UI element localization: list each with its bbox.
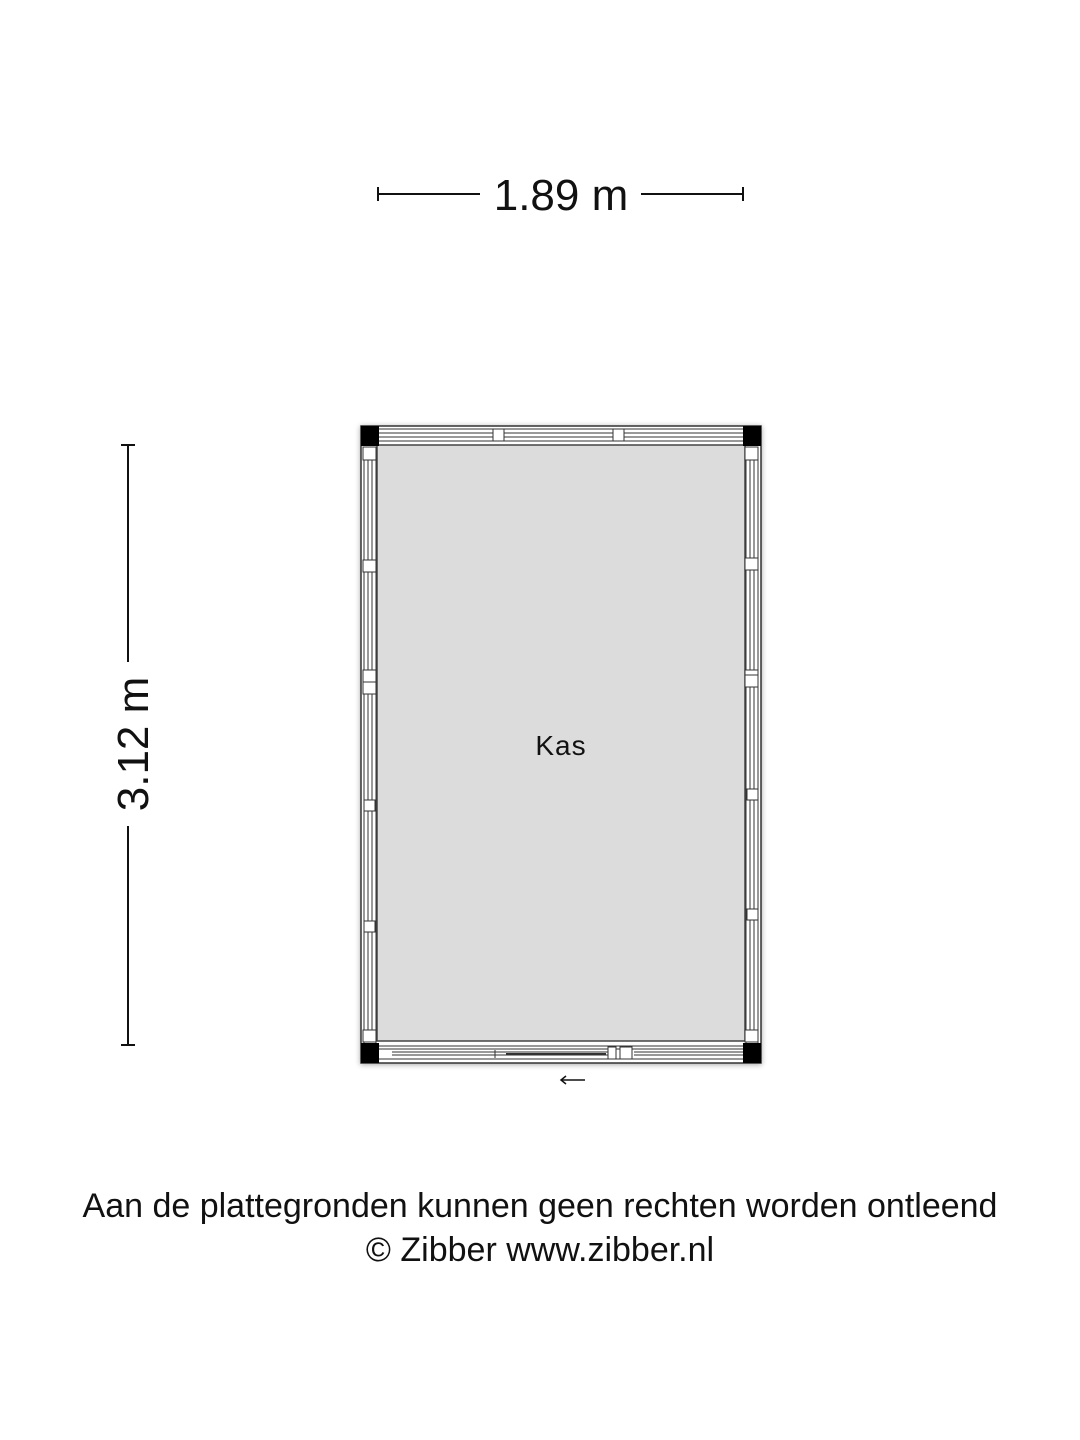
door-arrow-icon — [561, 1076, 585, 1084]
disclaimer-text: Aan de plattegronden kunnen geen rechten worden ontleend — [82, 1187, 998, 1225]
width-label: 1.89 m — [493, 171, 629, 220]
copyright-text: © Zibber www.zibber.nl — [365, 1231, 715, 1269]
corner-post-top-right — [743, 426, 761, 446]
height-label: 3.12 m — [109, 676, 158, 812]
corner-post-bottom-right — [743, 1043, 761, 1063]
width-dimension — [378, 171, 743, 220]
corner-post-top-left — [361, 426, 379, 446]
room-label: Kas — [535, 730, 587, 761]
height-dimension — [109, 445, 158, 1045]
corner-post-bottom-left — [361, 1043, 379, 1063]
